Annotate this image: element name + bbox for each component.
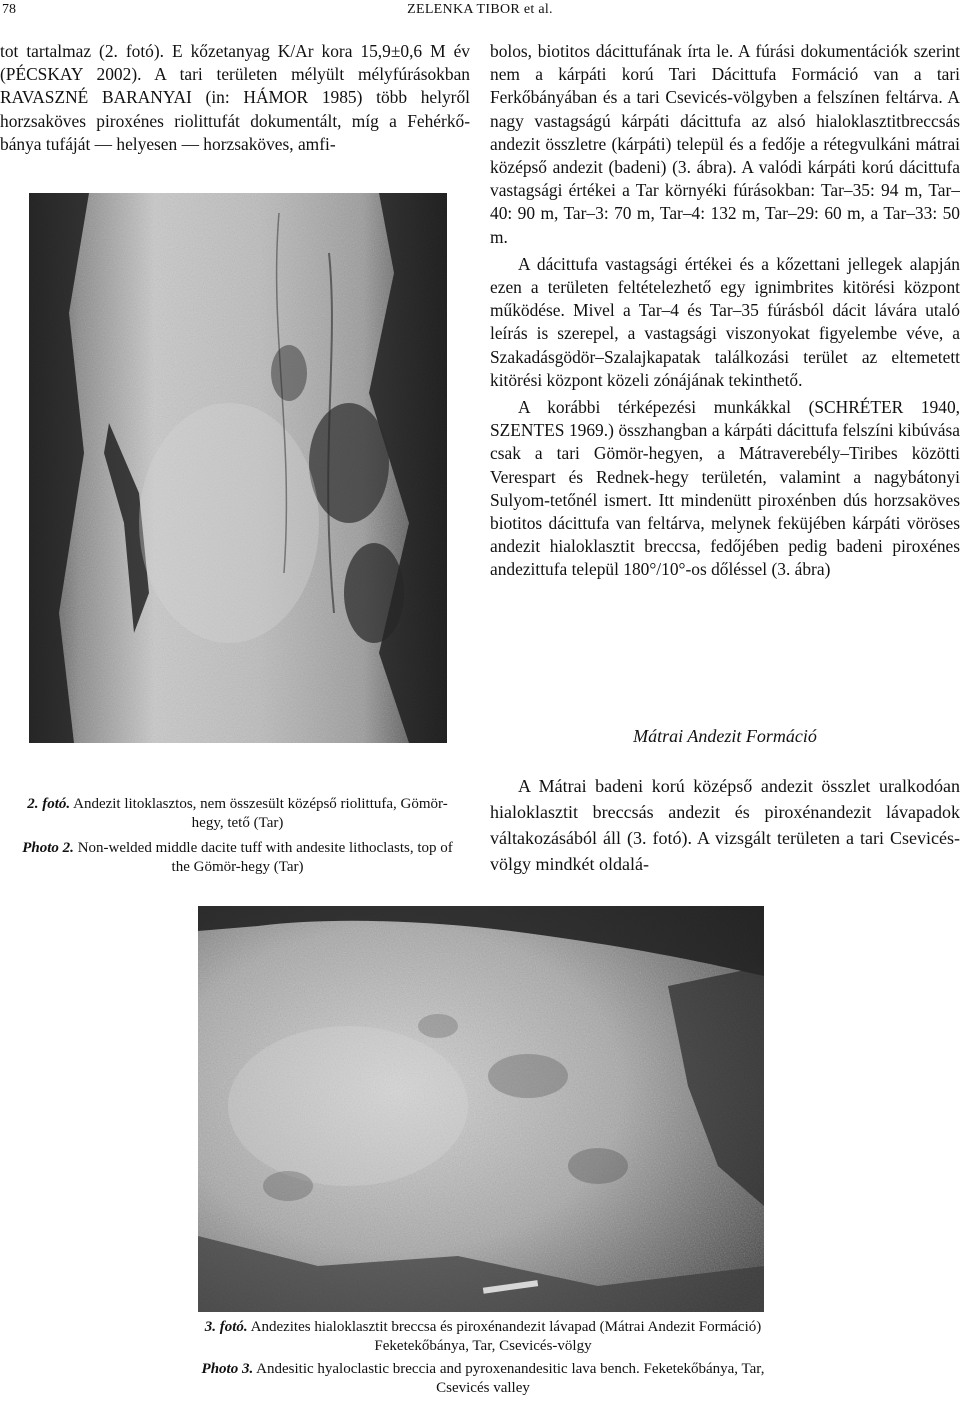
photo-2-caption <box>20 795 455 877</box>
photo-2-image <box>29 193 447 743</box>
photo-3-caption-hu <box>198 1318 768 1356</box>
photo-3-graphic <box>198 906 764 1312</box>
photo-3-caption-en-text: Andesitic hyaloclastic breccia and pyroxenandesitic lava bench. Feketekőbánya, Tar, Csevicés valley <box>256 1361 765 1396</box>
left-column-text <box>0 40 470 156</box>
photo-3-caption-hu-text: Andezites hialoklasztit breccsa és piroxénandezit lávapad (Mátrai Andezit Formáció) Feketekőbánya, Tar, Csevicés-völgy <box>250 1319 762 1354</box>
photo-3-caption-en <box>198 1360 768 1398</box>
photo-2-caption-hu-text: Andezit litoklasztos, nem összesült középső riolittufa, Gömör-hegy, tető (Tar) <box>73 796 448 831</box>
photo-2-caption-en <box>20 839 455 877</box>
photo-3-caption-en-label: Photo 3. <box>201 1361 254 1377</box>
photo-2-graphic <box>29 193 447 743</box>
photo-3-image <box>198 906 764 1312</box>
page-number: 78 <box>2 2 16 17</box>
photo-2-caption-hu <box>20 795 455 833</box>
section-heading: Mátrai Andezit Formáció <box>633 726 817 746</box>
photo-3-caption-hu-label: 3. fotó. <box>204 1319 248 1335</box>
photo-2-caption-en-text: Non-welded middle dacite tuff with andesite lithoclasts, top of the Gömör-hegy (Tar) <box>77 840 453 875</box>
right-column-text-2 <box>490 773 960 877</box>
right-paragraph-1: bolos, biotitos dácittufának írta le. A fúrási dokumentációk szerint nem a kárpáti korú Tari Dácittufa Formáció van a tari Ferkőbányában és a tari Csevicés-völgyben a felszínen feltárva. A nagy vastagságú kárpáti dácittufa az alsó hialoklasztitbreccsás andezit összletre (kárpáti) települ és a fedője a rétegvulkáni mátrai középső andezit (badeni) (3. ábra). A valódi kárpáti korú dácittufa vastagsági értékei a Tar környéki fúrásokban: Tar–35: 94 m, Tar–40: 90 m, Tar–3: 70 m, Tar–4: 132 m, Tar–29: 60 m, a Tar–33: 50 m. <box>490 41 960 247</box>
photo-2-caption-en-label: Photo 2. <box>22 840 74 856</box>
photo-2-caption-hu-label: 2. fotó. <box>27 796 71 812</box>
right-paragraph-4: A Mátrai badeni korú középső andezit összlet uralkodóan hialoklasztit breccsás andezit és piroxénandezit lávapadok váltakozásából áll (3. fotó). A vizsgált területen a tari Csevicés-völgy mindkét oldalá- <box>490 776 960 874</box>
left-paragraph: tot tartalmaz (2. fotó). E kőzetanyag K/Ar kora 15,9±0,6 M év (PÉCSKAY 2002). A tari területen mélyült mélyfúrásokban RAVASZNÉ BARANYAI (in: HÁMOR 1985) több helyről horzsaköves piroxénes riolittufát dokumentált, míg a Fehérkő-bánya tufáját — helyesen — horzsaköves, amfi- <box>0 41 470 154</box>
right-paragraph-3: A korábbi térképezési munkákkal (SCHRÉTER 1940, SZENTES 1969.) összhangban a kárpáti dácittufa felszíni kibúvása csak a tari Gömör-hegyen, a Mátraverebély–Tiribes közötti Verespart és Rednek-hegy területén, valamint a nagybátonyi Sulyom-tetőnél ismert. Itt mindenütt piroxénben dús horzsaköves biotitos dácittufa van feltárva, melynek feküjében kárpáti vöröses andezit hialoklasztit breccsa, fedőjében pedig badeni piroxénes andezittufa települ 180°/10°-os dőléssel (3. ábra) <box>490 397 960 580</box>
right-column-text <box>490 40 960 582</box>
right-paragraph-2: A dácittufa vastagsági értékei és a kőzettani jellegek alapján ezen a területen feltételezhető egy ignimbrites kitörési központ működése. Mivel a Tar–4 és Tar–35 fúrásból dácit lávára utaló leírás is szerepel, a vastagsági viszonyokat figyelembe véve, a Szakadásgödör–Szalajkapatak találkozási terület az eltemetett kitörési központ közeli zónájának tekinthető. <box>490 253 960 390</box>
photo-3-caption <box>198 1318 768 1398</box>
running-head: ZELENKA TIBOR et al. <box>407 2 553 17</box>
